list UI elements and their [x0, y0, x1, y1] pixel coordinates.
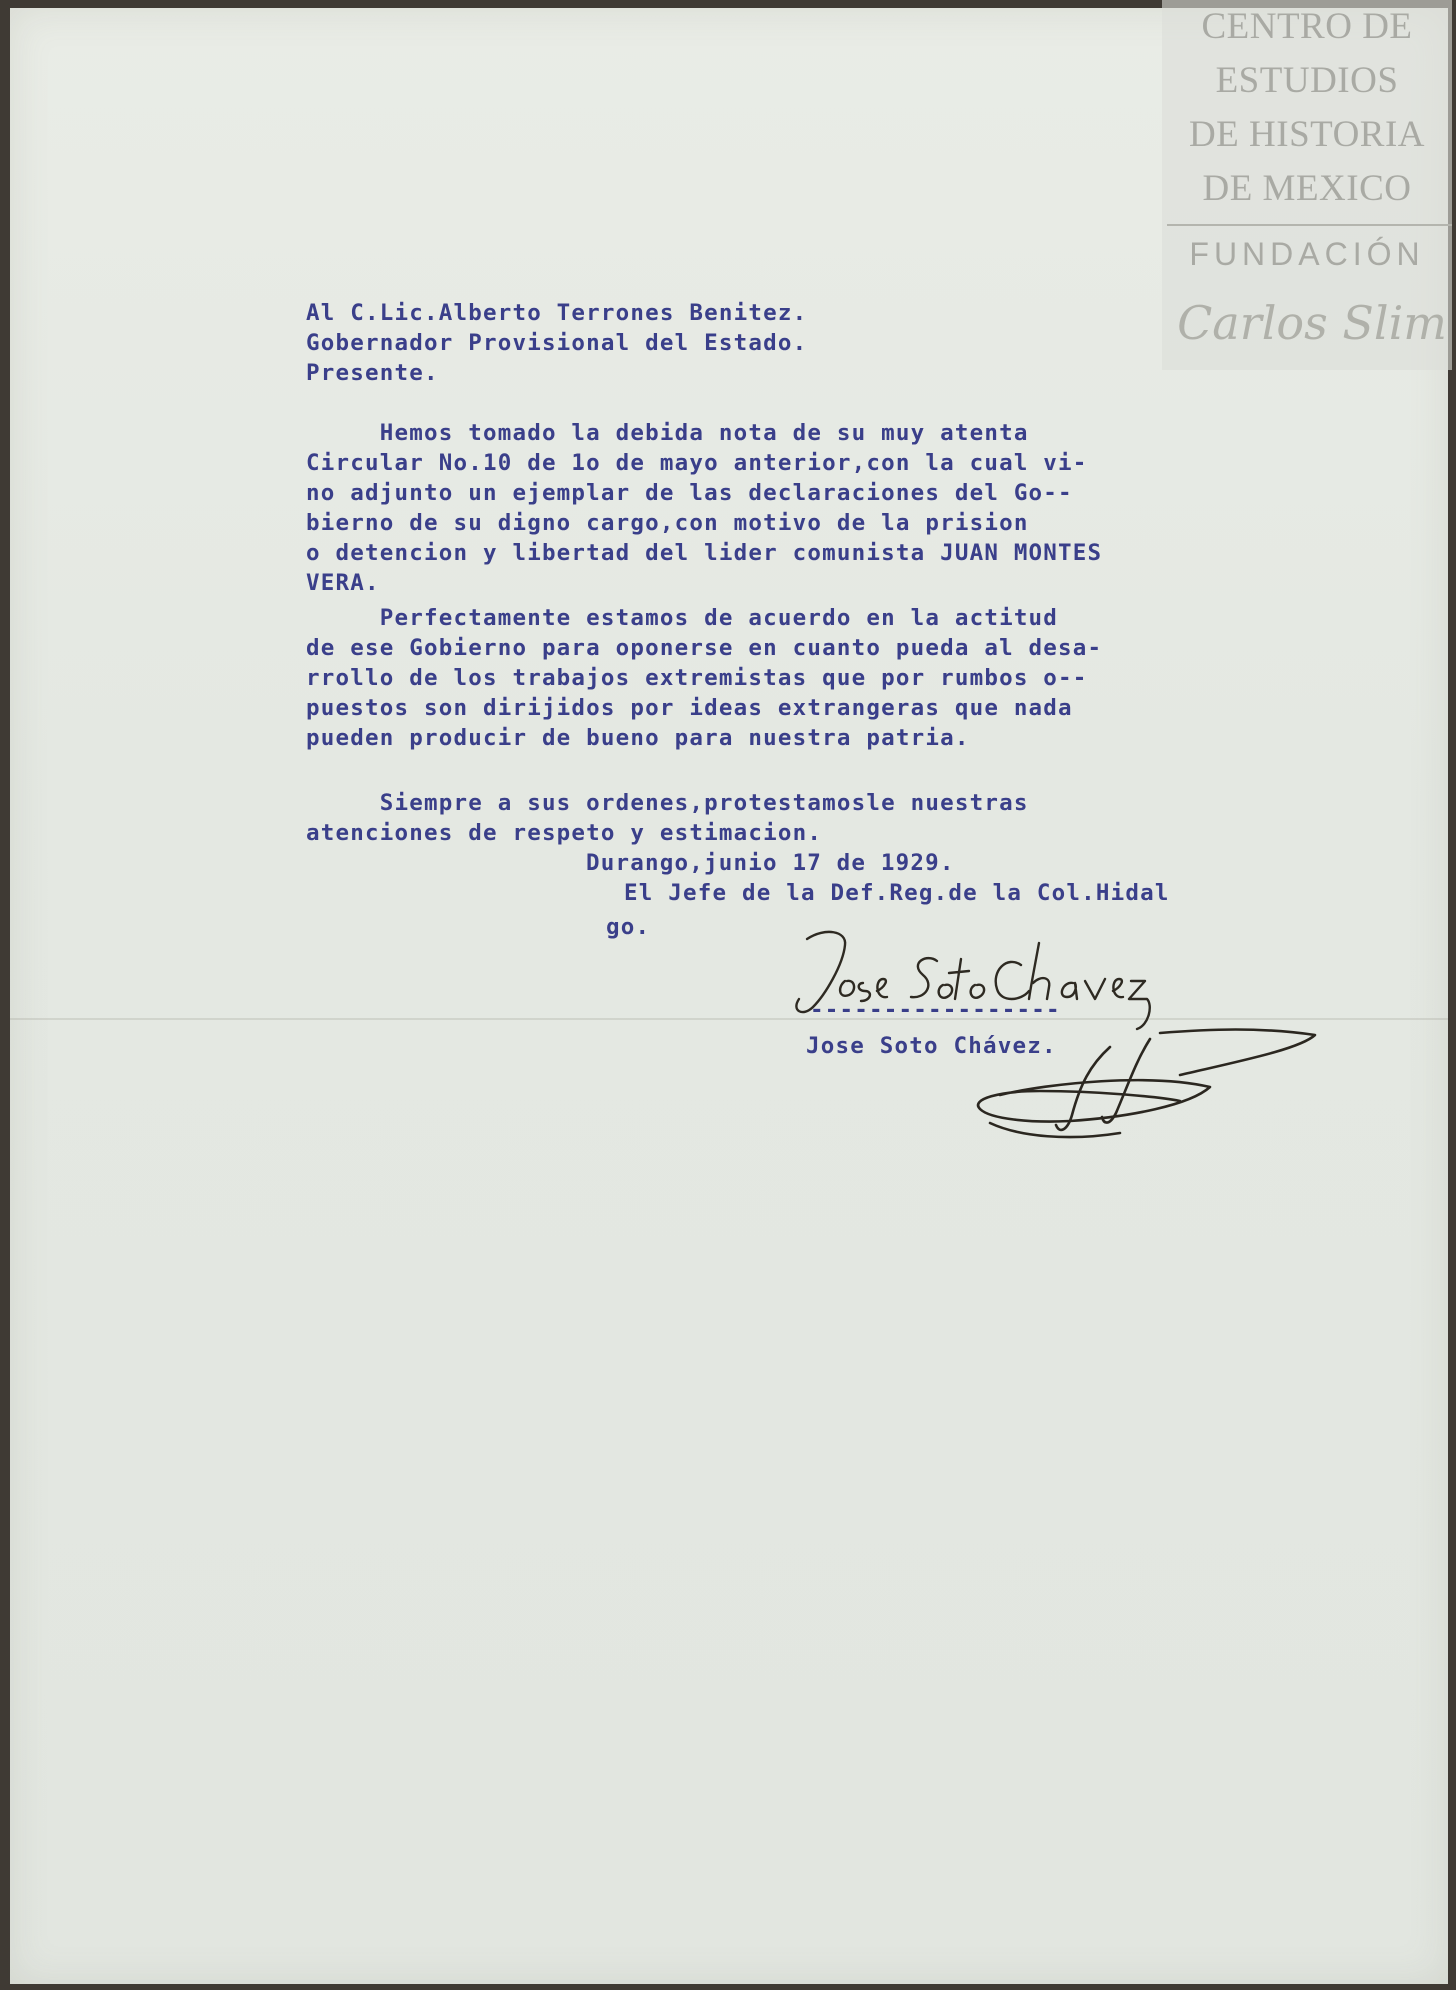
body-line: o detencion y libertad del lider comunista JUAN MONTES: [306, 540, 1103, 566]
body-line: de ese Gobierno para oponerse en cuanto pueda al desa-: [306, 635, 1103, 661]
signature-dash-line: -----------------: [810, 997, 1061, 1023]
body-line: Circular No.10 de 1o de mayo anterior,con la cual vi-: [306, 450, 1088, 476]
watermark-line: CENTRO DE: [1201, 6, 1413, 47]
body-line: Hemos tomado la debida nota de su muy atenta: [306, 420, 1029, 446]
body-line: no adjunto un ejemplar de las declaraciones del Go--: [306, 480, 1073, 506]
watermark-line: ESTUDIOS: [1215, 60, 1399, 101]
body-line: VERA.: [306, 570, 380, 596]
watermark-signature: Carlos Slim: [1177, 296, 1447, 350]
body-line: puestos son dirijidos por ideas extrangeras que nada: [306, 695, 1073, 721]
body-line: rrollo de los trabajos extremistas que por rumbos o--: [306, 665, 1088, 691]
signature-flourish: [960, 1025, 1330, 1155]
closing-line: atenciones de respeto y estimacion.: [306, 820, 823, 846]
closing-line: Siempre a sus ordenes,protestamosle nuestras: [306, 790, 1029, 816]
date-line: Durango,junio 17 de 1929.: [586, 850, 955, 876]
watermark-line: DE HISTORIA: [1188, 114, 1426, 155]
addressee-line: Gobernador Provisional del Estado.: [306, 330, 808, 356]
addressee-line: Al C.Lic.Alberto Terrones Benitez.: [306, 300, 808, 326]
signer-name: Jose Soto Chávez.: [806, 1033, 1057, 1059]
watermark-line: DE MEXICO: [1202, 168, 1412, 209]
addressee-line: Presente.: [306, 360, 439, 386]
signer-title: go.: [606, 914, 651, 940]
watermark-fundacion: FUNDACIÓN: [1189, 236, 1425, 272]
archive-watermark: [1162, 0, 1452, 370]
body-line: pueden producir de bueno para nuestra patria.: [306, 725, 970, 751]
watermark-divider: [1167, 224, 1452, 226]
body-line: bierno de su digno cargo,con motivo de la prision: [306, 510, 1029, 536]
signer-title: El Jefe de la Def.Reg.de la Col.Hidal: [624, 880, 1170, 906]
body-line: Perfectamente estamos de acuerdo en la actitud: [306, 605, 1059, 631]
